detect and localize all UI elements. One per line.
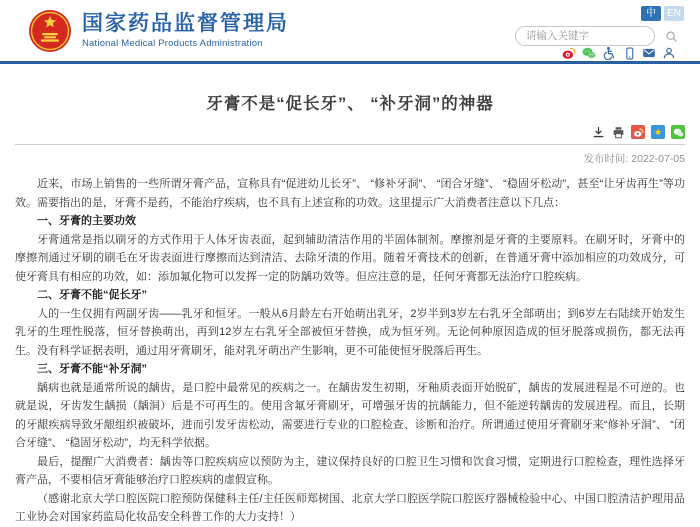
article-paragraph: 牙膏通常是指以刷牙的方式作用于人体牙齿表面，起到辅助清洁作用的半固体制剂。摩擦剂是牙膏的主要原料。在刷牙时，牙膏中的摩擦剂通过牙刷的刷毛在牙齿表面进行摩擦而达到清洁、去除牙渍的作用。随着牙膏技术的创新，在普通牙膏中添加相应的功效成分，可使牙膏具有相应的功效，如：添加氟化物可以发挥一定的防龋功效等。但应注意的是，任何牙膏都无法治疗口腔疾病。 — [15, 233, 685, 283]
header-quick-links — [562, 46, 676, 60]
accessibility-icon[interactable] — [602, 46, 616, 60]
share-weibo-icon[interactable] — [631, 125, 645, 139]
site-title-cn: 国家药品监督管理局 — [82, 12, 289, 35]
article-paragraph: 龋病也就是通常所说的龋齿，是口腔中最常见的疾病之一。在龋齿发生初期，牙釉质表面开始脱矿，龋齿的发展进程是不可逆的。也就是说，牙齿发生龋损（龋洞）后是不可再生的。使用含氟牙膏刷牙，可增强牙齿的抗龋能力，但不能逆转龋齿的发展进程。而且，长期的牙龈疾病导致牙龈组织被破坏，进而引发牙齿松动，需要进行专业的口腔检查、诊断和治疗。所谓通过使用牙膏刷牙来“修补牙洞”、 “闭合牙缝”、 “稳固牙松动”，均无科学依据。 — [15, 381, 685, 449]
header-divider — [0, 61, 700, 64]
user-icon[interactable] — [662, 46, 676, 60]
section-heading: 一、牙膏的主要功效 — [37, 215, 136, 227]
share-wechat-icon[interactable] — [671, 125, 685, 139]
article-paragraph: 近来，市场上销售的一些所谓牙膏产品，宣称具有“促进幼儿长牙”、 “修补牙洞”、 “闭合牙缝”、 “稳固牙松动”，甚至“让牙齿再生”等功效。需要指出的是，牙膏不是药，不能治疗疾病，也不具有上述宣称的功效。这里提示广大消费者注意以下几点： — [15, 178, 685, 209]
section-heading: 二、牙膏不能“促长牙” — [37, 289, 147, 301]
article-toolbar — [15, 125, 685, 145]
mail-icon[interactable] — [642, 46, 656, 60]
lang-chinese-button[interactable]: 中 — [641, 6, 661, 21]
publish-date-value: 2022-07-05 — [631, 153, 685, 165]
lang-english-button[interactable]: EN — [664, 6, 684, 21]
search-box — [515, 26, 655, 46]
language-switch — [641, 6, 684, 21]
publish-date-label: 发布时间: — [583, 153, 632, 165]
site-brand[interactable] — [28, 9, 289, 53]
mobile-icon[interactable] — [622, 46, 636, 60]
article-paragraph: 人的一生仅拥有两副牙齿——乳牙和恒牙。一般从6月龄左右开始萌出乳牙，2岁半到3岁左右乳牙全部萌出；到6岁左右陆续开始发生乳牙的生理性脱落，恒牙替换萌出，再到12岁左右乳牙全部被恒牙替换，成为恒牙列。无论何种原因造成的恒牙脱落或损伤，都无法再生。没有科学证据表明，通过用牙膏刷牙，能对乳牙萌出产生影响，更不可能使恒牙脱落后再生。 — [15, 307, 685, 357]
favorite-star-icon[interactable]: ★ — [651, 125, 665, 139]
site-header — [0, 0, 700, 61]
article-paragraph: 最后，提醒广大消费者：龋齿等口腔疾病应以预防为主，建议保持良好的口腔卫生习惯和饮食习惯，定期进行口腔检查，理性选择牙膏产品，不要相信牙膏能够治疗口腔疾病的虚假宣称。 — [15, 455, 685, 486]
article-paragraph: （感谢北京大学口腔医院口腔预防保健科主任/主任医师郑树国、北京大学口腔医学院口腔医疗器械检验中心、中国口腔清洁护理用品工业协会对国家药监局化妆品安全科普工作的大力支持！） — [15, 492, 685, 523]
weibo-icon[interactable] — [562, 46, 576, 60]
publish-date — [15, 151, 685, 166]
article — [0, 90, 700, 527]
article-title: 牙膏不是“促长牙”、 “补牙洞”的神器 — [206, 95, 494, 113]
national-emblem-logo — [28, 9, 72, 53]
search-input[interactable] — [516, 28, 665, 44]
print-icon[interactable] — [611, 126, 625, 139]
wechat-icon[interactable] — [582, 46, 596, 60]
download-icon[interactable] — [591, 126, 605, 139]
article-body — [15, 175, 685, 527]
site-title-en: National Medical Products Administration — [82, 38, 263, 49]
search-icon[interactable] — [665, 27, 678, 45]
section-heading: 三、牙膏不能“补牙洞” — [37, 363, 147, 375]
site-title-block — [82, 12, 289, 50]
